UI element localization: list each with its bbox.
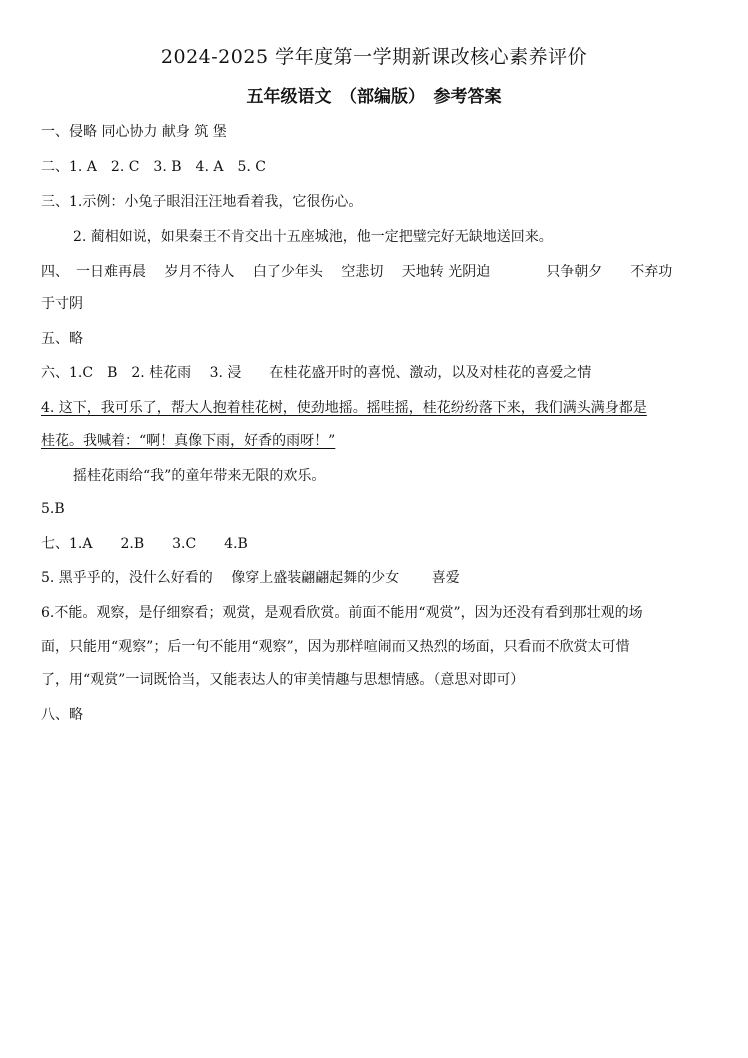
answer-section-6-q4: 4. 这下，我可乐了，帮大人抱着桂花树，使劲地摇。摇哇摇，桂花纷纷落下来，我们满头满身都是 [41,400,647,416]
answer-section-7-q1-4: 七、1.A 2.B 3.C 4.B [41,536,248,552]
answer-section-3-q1: 三、1.示例：小兔子眼泪汪汪地看着我，它很伤心。 [41,194,363,210]
answer-section-8: 八、略 [41,707,83,723]
answer-section-5: 五、略 [41,331,83,347]
page-subtitle: 五年级语文 （部编版） 参考答案 [246,87,502,107]
answer-section-7-q6: 6.不能。观察，是仔细察看；观赏，是观看欣赏。前面不能用“观赏”，因为还没有看到那壮观的场 [41,605,643,621]
answer-section-6-q4-summary: 摇桂花雨给“我”的童年带来无限的欢乐。 [73,468,326,484]
answer-section-6-q5: 5.B [41,501,65,517]
answer-section-6-q1-3: 六、1.C B 2. 桂花雨 3. 浸 在桂花盛开时的喜悦、激动，以及对桂花的喜爱之情 [41,365,592,381]
answer-section-4-cont: 于寸阴 [41,296,83,312]
page-title: 2024-2025 学年度第一学期新课改核心素养评价 [160,46,588,68]
answer-section-4: 四、 一日难再晨 岁月不待人 白了少年头 空悲切 天地转 光阴迫 只争朝夕 不弃功 [41,264,673,280]
answer-section-3-q2: 2. 蔺相如说，如果秦王不肯交出十五座城池，他一定把璧完好无缺地送回来。 [73,229,553,245]
answer-section-7-q6-cont2: 了，用“观赏”一词既恰当，又能表达人的审美情趣与思想情感。（意思对即可） [41,672,525,688]
answer-section-6-q4-cont: 桂花。我喊着：“啊！真像下雨，好香的雨呀！” [41,433,336,449]
answer-section-2: 二、1. A 2. C 3. B 4. A 5. C [41,159,266,175]
answer-section-7-q5: 5. 黑乎乎的，没什么好看的 像穿上盛装翩翩起舞的少女 喜爱 [41,570,460,586]
answer-section-1: 一、侵略 同心协力 献身 筑 堡 [41,124,227,140]
answer-section-7-q6-cont1: 面，只能用“观察”；后一句不能用“观察”，因为那样喧闹而又热烈的场面，只看而不欣赏太可惜 [41,639,630,655]
